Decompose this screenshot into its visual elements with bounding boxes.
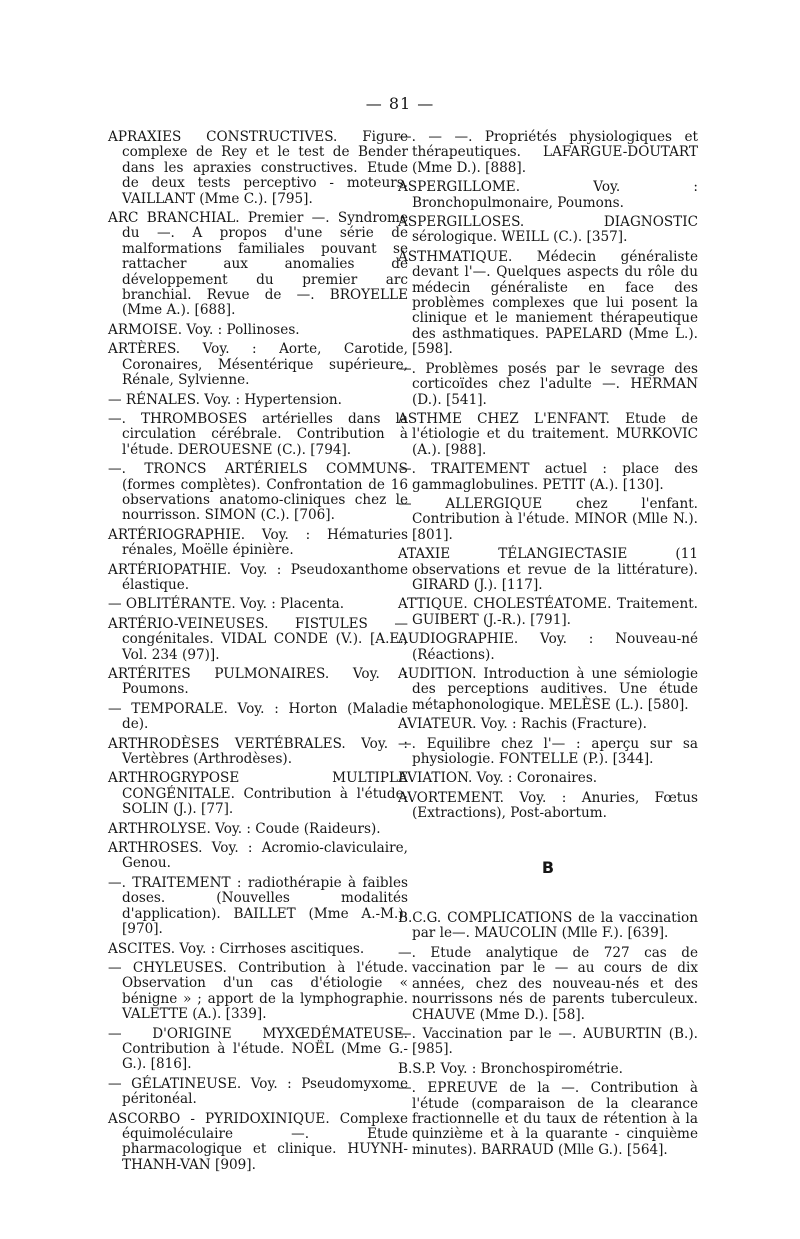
index-entry: APRAXIES CONSTRUCTIVES. Figure complexe de Rey et le test de Bender dans les apraxies constructives. Etude de deux tests perceptivo - moteurs. VAILLANT (Mme C.). [795]. [108,129,408,207]
index-entry: B.S.P. Voy. : Bronchospirométrie. [398,1060,623,1077]
right-column-b-entries [398,911,698,1158]
right-column [398,130,698,1162]
index-entry: ARTHROSES. Voy. : Acromio-claviculaire, Genou. [108,840,408,872]
index-entry: ATAXIE TÉLANGIECTASIE (11 observations et revue de la littérature). GIRARD (J.). [117]. [398,546,698,593]
index-entry: ARTÉRIOGRAPHIE. Voy. : Hématuries rénales, Moëlle épinière. [108,526,408,559]
index-entry: ARTÉRIOPATHIE. Voy. : Pseudoxanthome élastique. [108,561,408,593]
index-entry: ASCITES. Voy. : Cirrhoses ascitiques. [108,940,365,957]
index-entry: ASPERGILLOME. Voy. : Bronchopulmonaire, Poumons. [398,179,698,211]
index-entry: ATTIQUE. CHOLESTÉATOME. Traitement. GUIBERT (J.-R.). [791]. [398,596,698,628]
index-entry: —. TRAITEMENT : radiothérapie à faibles doses. (Nouvelles modalités d'application). BAILLET (Mme A.-M.). [970]. [108,874,408,938]
index-entry: ARTHRODÈSES VERTÉBRALES. Voy. : Vertèbres (Arthrodèses). [108,735,408,768]
index-entry: —. EPREUVE de la —. Contribution à l'étude (comparaison de la clearance fractionnelle et du taux de rétention à la quinzième et à la quarante - cinquième minutes). BARRAUD (Mlle G.). [564]. [398,1080,698,1158]
index-entry: ARTHROLYSE. Voy. : Coude (Raideurs). [108,820,381,837]
index-entry: —. Equilibre chez l'— : aperçu sur sa physiologie. FONTELLE (P.). [344]. [398,735,698,768]
index-entry: — TEMPORALE. Voy. : Horton (Maladie de). [108,700,408,733]
index-entry: B.C.G. COMPLICATIONS de la vaccination par le—. MAUCOLIN (Mlle F.). [639]. [398,910,698,942]
index-entry: ASCORBO - PYRIDOXINIQUE. Complexe équimoléculaire —. Etude pharmacologique et clinique. HUYNH-THANH-VAN [909]. [108,1110,408,1173]
index-entry: —. TRONCS ARTÉRIELS COMMUNS (formes complètes). Confrontation de 16 observations anatomo-cliniques chez le nourrisson. SIMON (C.). [706]. [108,461,408,524]
index-entry: —. — —. Propriétés physiologiques et thérapeutiques. LAFARGUE-DOUTART (Mme D.). [888]. [398,129,698,176]
index-entry: AVIATION. Voy. : Coronaires. [398,770,598,787]
index-entry: — D'ORIGINE MYXŒDÉMATEUSE. Contribution à l'étude. NOËL (Mme G.-G.). [816]. [108,1025,408,1073]
right-column-a-entries [398,130,698,822]
index-entry: ASTHMATIQUE. Médecin généraliste devant l'—. Quelques aspects du rôle du médecin généraliste en face des problèmes complexes que lui posent la clinique et le maniement thérapeutique des asthmatiques. PAPELARD (Mme L.). [598]. [398,248,698,358]
index-entry: ARTÈRES. Voy. : Aorte, Carotide, Coronaires, Mésentérique supérieure, Rénale, Sylvienne. [108,341,408,389]
section-letter-b: B [541,857,555,877]
index-entry: ASPERGILLOSES. DIAGNOSTIC sérologique. WEILL (C.). [357]. [398,214,698,246]
index-entry: ARTÉRITES PULMONAIRES. Voy. : Poumons. [108,666,408,698]
index-entry: —. Vaccination par le —. AUBURTIN (B.). [985]. [398,1025,698,1058]
index-entry: ARTHROGRYPOSE MULTIPLE CONGÉNITALE. Contribution à l'étude. SOLIN (J.). [77]. [108,770,408,818]
index-entry: AVIATEUR. Voy. : Rachis (Fracture). [398,716,647,733]
index-entry: ASTHME CHEZ L'ENFANT. Etude de l'étiologie et du traitement. MURKOVIC (A.). [988]. [398,410,698,458]
index-entry: AUDITION. Introduction à une sémiologie des perceptions auditives. Une étude métaphonologique. MELÈSE (L.). [580]. [398,666,698,713]
index-entry: —. TRAITEMENT actuel : place des gammaglobulines. PETIT (A.). [130]. [398,461,698,493]
index-entry: AUDIOGRAPHIE. Voy. : Nouveau-né (Réactions). [398,631,698,663]
index-entry: AVORTEMENT. Voy. : Anuries, Fœtus (Extractions), Post-abortum. [398,789,698,822]
left-column [108,130,408,1177]
index-entry: — ALLERGIQUE chez l'enfant. Contribution à l'étude. MINOR (Mlle N.). [801]. [398,495,698,543]
index-entry: ARC BRANCHIAL. Premier —. Syndrome du —. A propos d'une série de malformations familiales pouvant se rattacher aux anomalies de développement du premier arc branchial. Revue de —. BROYELLE (Mme A.). [688]. [108,210,408,319]
index-entry: —. THROMBOSES artérielles dans la circulation cérébrale. Contribution à l'étude. DEROUESNE (C.). [794]. [108,410,408,458]
index-entry: — CHYLEUSES. Contribution à l'étude. Observation d'un cas d'étiologie « bénigne » ; apport de la lymphographie. VALETTE (A.). [339]. [108,959,408,1023]
index-entry: ARMOISE. Voy. : Pollinoses. [108,321,300,338]
index-entry: — GÉLATINEUSE. Voy. : Pseudomyxome péritonéal. [108,1075,408,1108]
index-entry: ARTÉRIO-VEINEUSES. FISTULES — congénitales. VIDAL CONDE (V.). [A.E., Vol. 234 (97)]. [108,615,408,663]
index-entry: —. Problèmes posés par le sevrage des corticoïdes chez l'adulte —. HERMAN (D.). [541]. [398,360,698,408]
index-entry: — RÉNALES. Voy. : Hypertension. [108,391,342,408]
page-number: — 81 — [365,94,435,113]
index-entry: — OBLITÉRANTE. Voy. : Placenta. [108,596,345,613]
index-entry: —. Etude analytique de 727 cas de vaccination par le — au cours de dix années, chez des nouveau-nés et des nourrissons nés de parents tuberculeux. CHAUVE (Mme D.). [58]. [398,944,698,1023]
